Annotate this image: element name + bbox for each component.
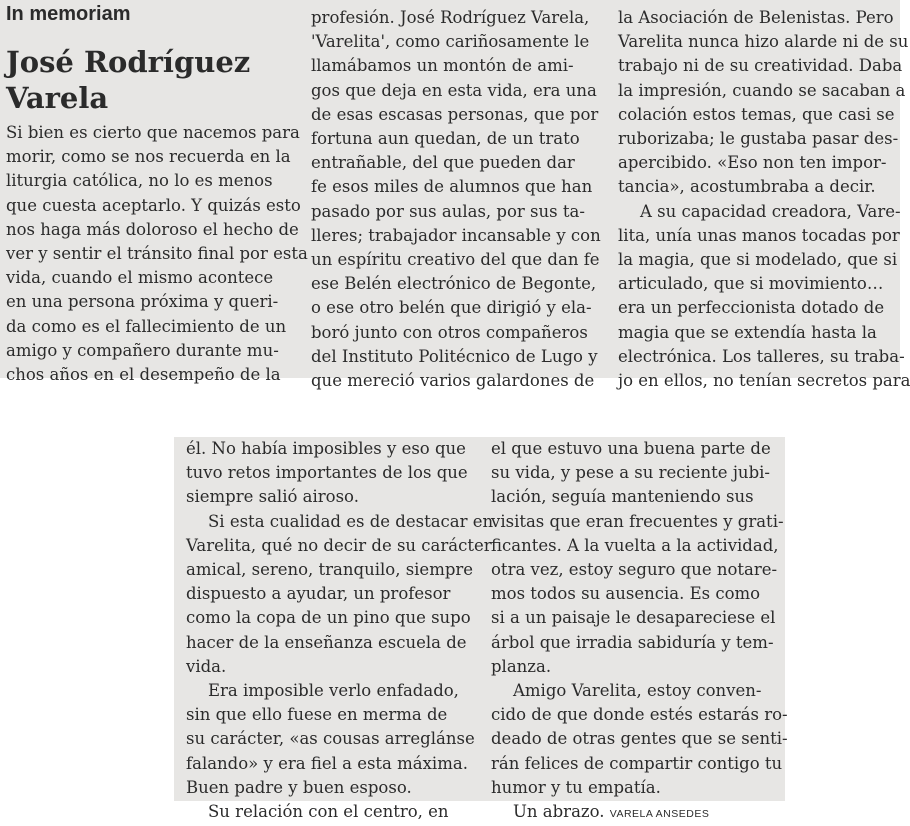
text-line: la Asociación de Belenistas. Pero (618, 8, 894, 27)
text-line: fortuna aun quedan, de un trato (311, 129, 580, 149)
text-line: dispuesto a ayudar, un profesor (186, 584, 451, 604)
text-line: da como es el fallecimiento de un (6, 316, 287, 336)
text-line: sin que ello fuese en merma de (186, 705, 448, 725)
text-line: A su capacidad creadora, Vare- (640, 201, 901, 221)
text-line: articulado, que si movimiento… (618, 274, 884, 294)
text-line: Su relación con el centro, en (208, 802, 449, 822)
text-line: Varelita nunca hizo alarde ni de su (618, 32, 909, 52)
text-line: planza. (491, 656, 552, 676)
text-line: falando» y era fiel a esta máxima. (186, 753, 468, 773)
text-line: profesión. José Rodríguez Varela, (311, 8, 590, 27)
text-line: magia que se extendía hasta la (618, 322, 877, 342)
text-line: era un perfeccionista dotado de (618, 298, 885, 318)
text-line: trabajo ni de su creatividad. Daba (618, 56, 903, 76)
text-line: siempre salió airoso. (186, 487, 359, 507)
text-line: un espíritu creativo del que dan fe (311, 250, 600, 270)
text-line: ver y sentir el tránsito final por esta (6, 244, 308, 264)
closing-text: Un abrazo. (513, 802, 605, 822)
text-line: chos años en el desempeño de la (6, 365, 281, 385)
text-line: Era imposible verlo enfadado, (208, 681, 459, 701)
text-line: el que estuvo una buena parte de (491, 439, 771, 458)
text-line: vida. (186, 656, 227, 676)
text-line: apercibido. «Eso non ten impor- (618, 153, 887, 173)
text-line: fe esos miles de alumnos que han (311, 177, 593, 197)
article-clipping-top (0, 0, 910, 391)
section-label: In memoriam (6, 3, 131, 25)
text-line: ese Belén electrónico de Begonte, (311, 274, 597, 294)
text-line: pasado por sus aulas, por sus ta- (311, 201, 585, 221)
text-column-5 (491, 437, 788, 826)
article-headline (6, 44, 250, 116)
text-line: visitas que eran frecuentes y grati- (491, 511, 784, 531)
text-line: lleres; trabajador incansable y con (311, 225, 601, 245)
text-line: ruborizaba; le gustaba pasar des- (618, 129, 899, 149)
text-line: vida, cuando el mismo acontece (6, 268, 274, 288)
text-line: Si esta cualidad es de destacar en (208, 511, 494, 531)
text-line: Amigo Varelita, estoy conven- (513, 681, 762, 701)
text-line: gos que deja en esta vida, era una (311, 80, 597, 100)
text-line: rán felices de compartir contigo tu (491, 753, 783, 773)
text-column-2 (311, 6, 601, 393)
headline-line: Varela (6, 81, 109, 115)
text-line: que cuesta aceptarlo. Y quizás esto (6, 195, 301, 215)
text-line: cido de que donde estés estarás ro- (491, 705, 788, 725)
text-line: de esas escasas personas, que por (311, 104, 599, 124)
text-line: tuvo retos importantes de los que (186, 463, 468, 483)
text-line: entrañable, del que pueden dar (311, 153, 575, 173)
author-signature: VARELA ANSEDES (609, 808, 710, 821)
text-line: otra vez, estoy seguro que notare- (491, 560, 778, 580)
text-line: la impresión, cuando se sacaban a (618, 80, 906, 100)
text-line: del Instituto Politécnico de Lugo y (311, 346, 598, 366)
text-line: colación estos temas, que casi se (618, 104, 895, 124)
text-line: Buen padre y buen esposo. (186, 777, 412, 797)
text-line: llamábamos un montón de ami- (311, 56, 574, 76)
text-column-4 (186, 437, 493, 824)
text-line: amical, sereno, tranquilo, siempre (186, 560, 474, 580)
text-line: ficantes. A la vuelta a la actividad, (491, 535, 779, 555)
text-line: tancia», acostumbraba a decir. (618, 177, 876, 197)
text-line: o ese otro belén que dirigió y ela- (311, 298, 592, 318)
text-line: Si bien es cierto que nacemos para (6, 123, 300, 142)
text-line: humor y tu empatía. (491, 777, 661, 797)
text-line: hacer de la enseñanza escuela de (186, 632, 467, 652)
article-clipping-bottom (174, 437, 788, 822)
text-column-1 (6, 121, 308, 387)
text-line: árbol que irradia sabiduría y tem- (491, 632, 774, 652)
text-line: su carácter, «as cousas arreglánse (186, 729, 475, 749)
headline-line: José Rodríguez (6, 45, 251, 79)
text-line: electrónica. Los talleres, su traba- (618, 346, 905, 366)
text-column-3 (618, 6, 910, 393)
text-line: como la copa de un pino que supo (186, 608, 471, 628)
text-line: Varelita, qué no decir de su carácter (186, 535, 492, 555)
text-line: su vida, y pese a su reciente jubi- (491, 463, 770, 483)
text-line: morir, como se nos recuerda en la (6, 147, 291, 167)
text-line: en una persona próxima y queri- (6, 292, 279, 312)
text-line: mos todos su ausencia. Es como (491, 584, 761, 604)
text-line: 'Varelita', como cariñosamente le (311, 32, 590, 52)
text-line: que mereció varios galardones de (311, 371, 595, 391)
text-line: amigo y compañero durante mu- (6, 340, 279, 360)
text-line: deado de otras gentes que se senti- (491, 729, 788, 749)
text-line: él. No había imposibles y eso que (186, 439, 466, 458)
text-line: boró junto con otros compañeros (311, 322, 588, 342)
text-line: la magia, que si modelado, que si (618, 250, 898, 270)
text-line: si a un paisaje le desapareciese el (491, 608, 776, 628)
text-line: liturgia católica, no lo es menos (6, 171, 273, 191)
text-line: nos haga más doloroso el hecho de (6, 219, 299, 239)
text-line: jo en ellos, no tenían secretos para (618, 371, 910, 391)
text-line: lación, seguía manteniendo sus (491, 487, 754, 507)
text-line: lita, unía unas manos tocadas por (618, 225, 900, 245)
closing-line (491, 800, 788, 826)
